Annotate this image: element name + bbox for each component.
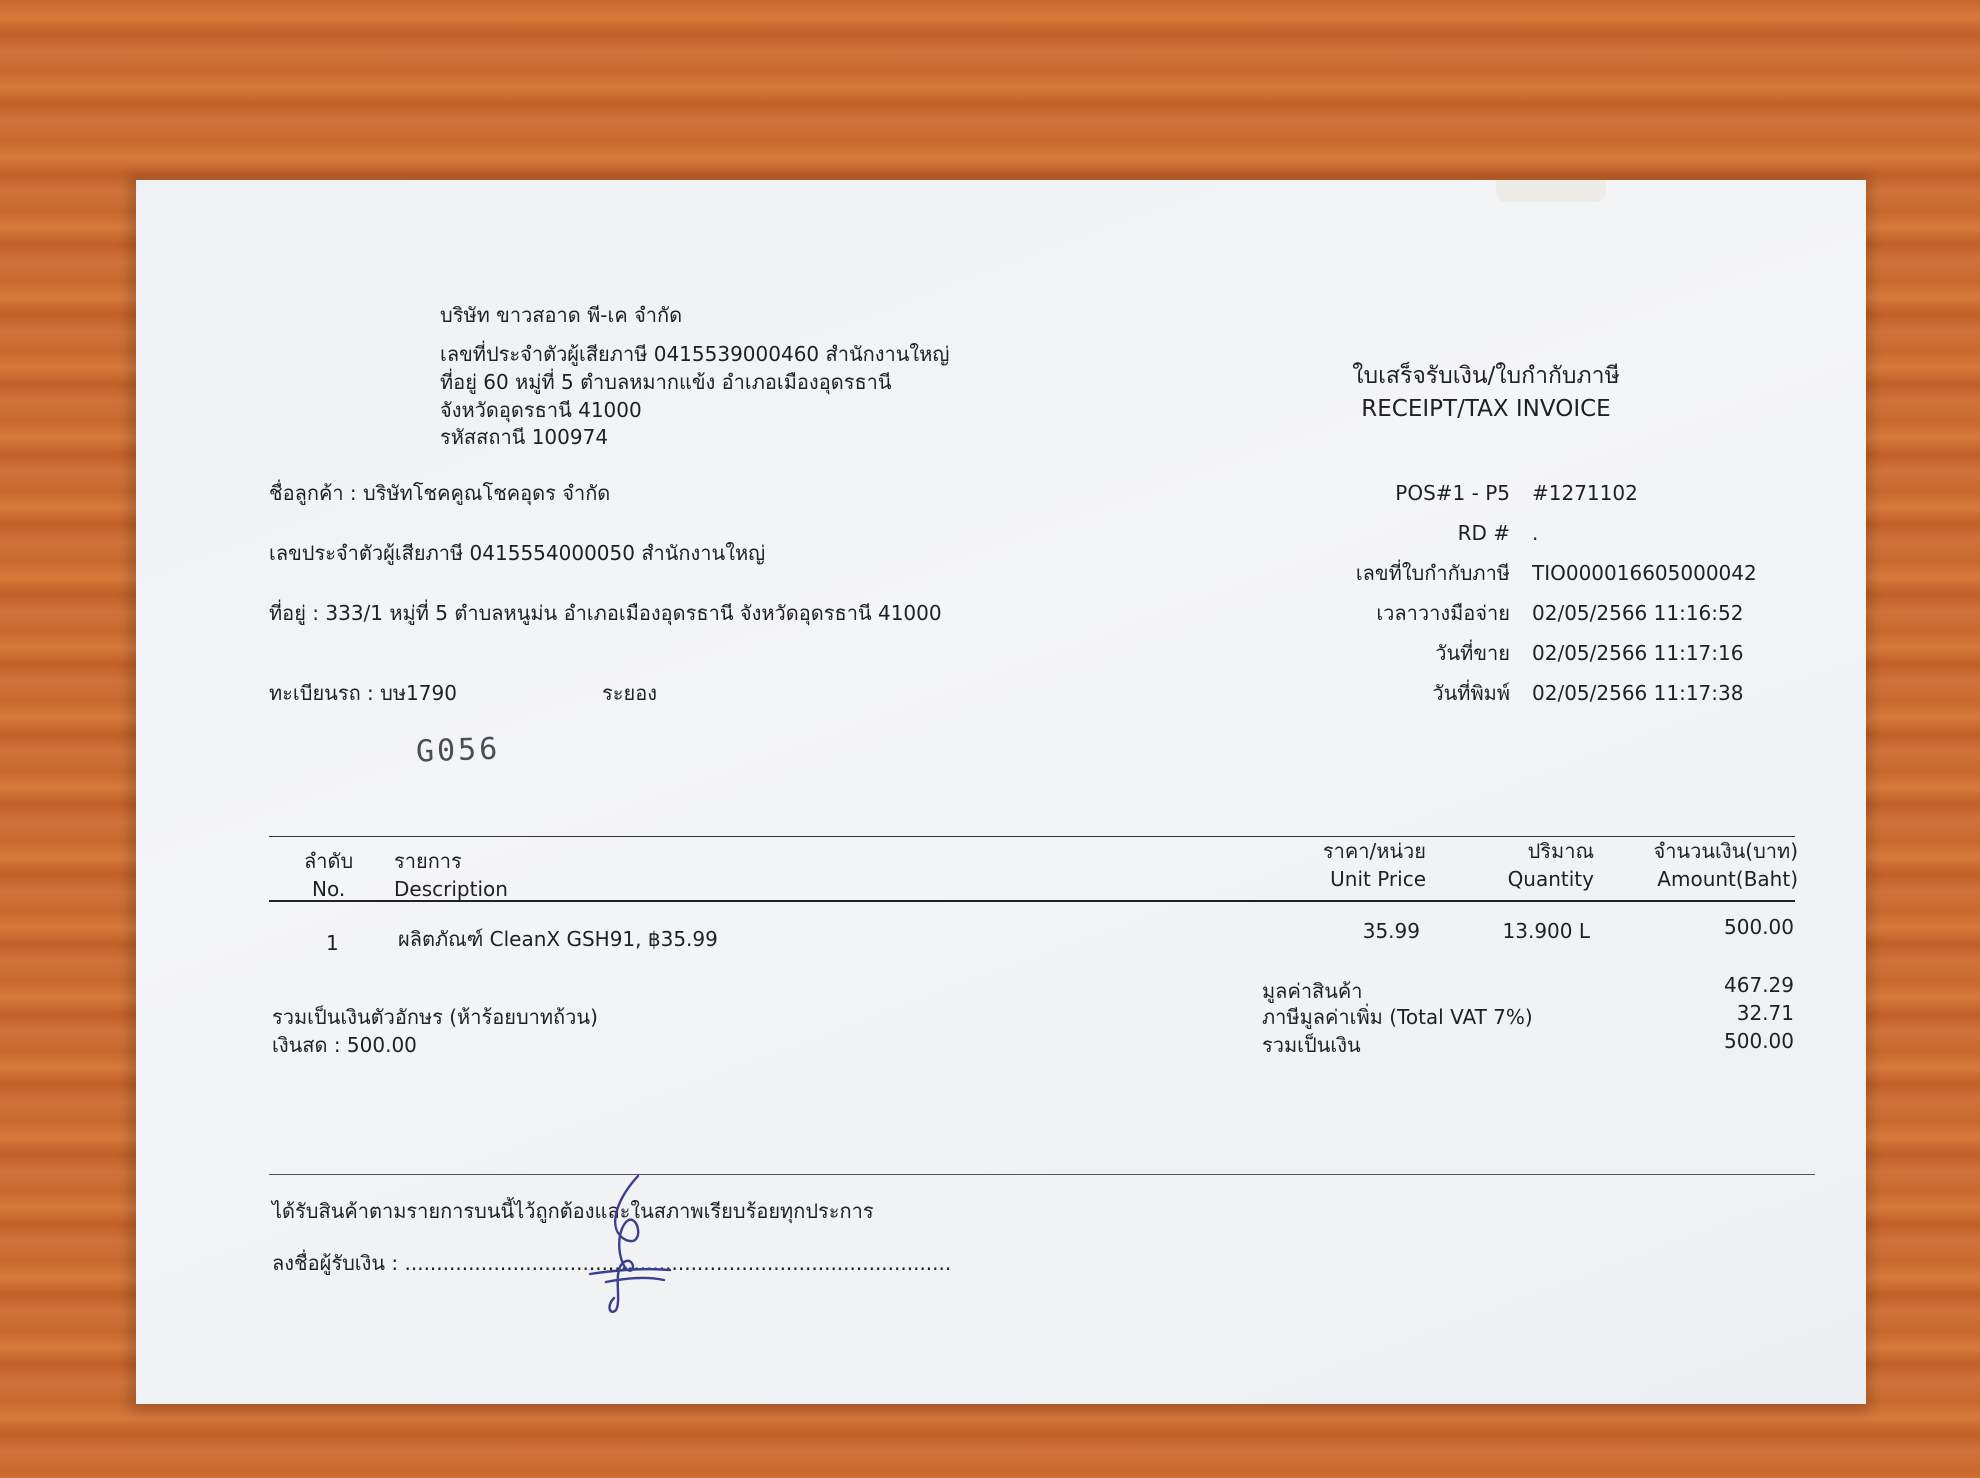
row-no: 1 (326, 931, 339, 955)
meta-label-sale-date: วันที่ขาย (1435, 641, 1510, 665)
amount-in-words: รวมเป็นเงินตัวอักษร (ห้าร้อยบาทถ้วน) (272, 1005, 598, 1029)
meta-label-payment-time: เวลาวางมือจ่าย (1376, 601, 1510, 625)
meta-value-pos: #1271102 (1532, 481, 1638, 505)
header-desc-en: Description (394, 877, 508, 901)
meta-label-pos: POS#1 - P5 (1395, 481, 1510, 505)
footer-rule (269, 1174, 1815, 1175)
meta-value-print-date: 02/05/2566 11:17:38 (1532, 681, 1744, 705)
customer-name: ชื่อลูกค้า : บริษัทโชคคูณโชคอุดร จำกัด (269, 481, 611, 505)
header-price-en: Unit Price (1330, 867, 1426, 891)
acknowledgement-text: ได้รับสินค้าตามรายการบนนี้ไว้ถูกต้องและในสภาพเรียบร้อยทุกประการ (272, 1199, 874, 1223)
seller-tax-id: เลขที่ประจำตัวผู้เสียภาษี 0415539000460 สำนักงานใหญ่ (440, 342, 950, 366)
customer-tax-id: เลขประจำตัวผู้เสียภาษี 0415554000050 สำนักงานใหญ่ (269, 541, 766, 565)
paper-corner (1496, 180, 1606, 202)
seller-address-1: ที่อยู่ 60 หมู่ที่ 5 ตำบลหมากแข้ง อำเภอเมืองอุดรธานี (440, 370, 892, 394)
meta-value-tax-invoice-no: TIO000016605000042 (1532, 561, 1757, 585)
seller-name: บริษัท ขาวสอาด พี-เค จำกัด (440, 303, 683, 327)
vehicle-plate: ทะเบียนรถ : บษ1790 (269, 681, 457, 705)
row-quantity: 13.900 L (1502, 919, 1590, 943)
handwritten-note: G056 (415, 731, 501, 770)
meta-value-rd: . (1532, 521, 1539, 545)
seller-address-2: จังหวัดอุดรธานี 41000 (440, 398, 642, 422)
subtotal-value: 467.29 (1724, 973, 1794, 997)
row-description: ผลิตภัณฑ์ CleanX GSH91, ฿35.99 (398, 927, 718, 951)
handwritten-signature (576, 1170, 676, 1320)
header-qty-th: ปริมาณ (1527, 839, 1594, 863)
row-amount: 500.00 (1724, 915, 1794, 939)
vat-label: ภาษีมูลค่าเพิ่ม (Total VAT 7%) (1262, 1005, 1533, 1029)
table-header-rule (269, 900, 1795, 902)
total-value: 500.00 (1724, 1029, 1794, 1053)
header-price-th: ราคา/หน่วย (1322, 839, 1426, 863)
subtotal-label: มูลค่าสินค้า (1262, 979, 1363, 1003)
header-no-th: ลำดับ (304, 849, 354, 873)
header-qty-en: Quantity (1507, 867, 1594, 891)
table-top-rule (269, 836, 1795, 837)
seller-branch-code: รหัสสถานี 100974 (440, 425, 609, 449)
header-desc-th: รายการ (394, 849, 462, 873)
header-amount-en: Amount(Baht) (1657, 867, 1798, 891)
vat-value: 32.71 (1736, 1001, 1794, 1025)
meta-label-rd: RD # (1457, 521, 1510, 545)
customer-address: ที่อยู่ : 333/1 หมู่ที่ 5 ตำบลหนูม่น อำเภอเมืองอุดรธานี จังหวัดอุดรธานี 41000 (269, 601, 942, 625)
meta-value-sale-date: 02/05/2566 11:17:16 (1532, 641, 1744, 665)
vehicle-province: ระยอง (602, 681, 657, 705)
total-label: รวมเป็นเงิน (1262, 1033, 1361, 1057)
doc-title-english: RECEIPT/TAX INVOICE (1361, 396, 1611, 422)
signature-line: ลงชื่อผู้รับเงิน : ...................................................................................... (272, 1251, 952, 1275)
header-amount-th: จำนวนเงิน(บาท) (1653, 839, 1798, 863)
receipt-paper (136, 180, 1866, 1404)
meta-label-print-date: วันที่พิมพ์ (1432, 681, 1510, 705)
meta-value-payment-time: 02/05/2566 11:16:52 (1532, 601, 1744, 625)
doc-title-thai: ใบเสร็จรับเงิน/ใบกำกับภาษี (1352, 363, 1620, 389)
meta-label-tax-invoice-no: เลขที่ใบกำกับภาษี (1355, 561, 1510, 585)
row-unit-price: 35.99 (1362, 919, 1420, 943)
header-no-en: No. (312, 877, 346, 901)
cash-paid: เงินสด : 500.00 (272, 1033, 417, 1057)
